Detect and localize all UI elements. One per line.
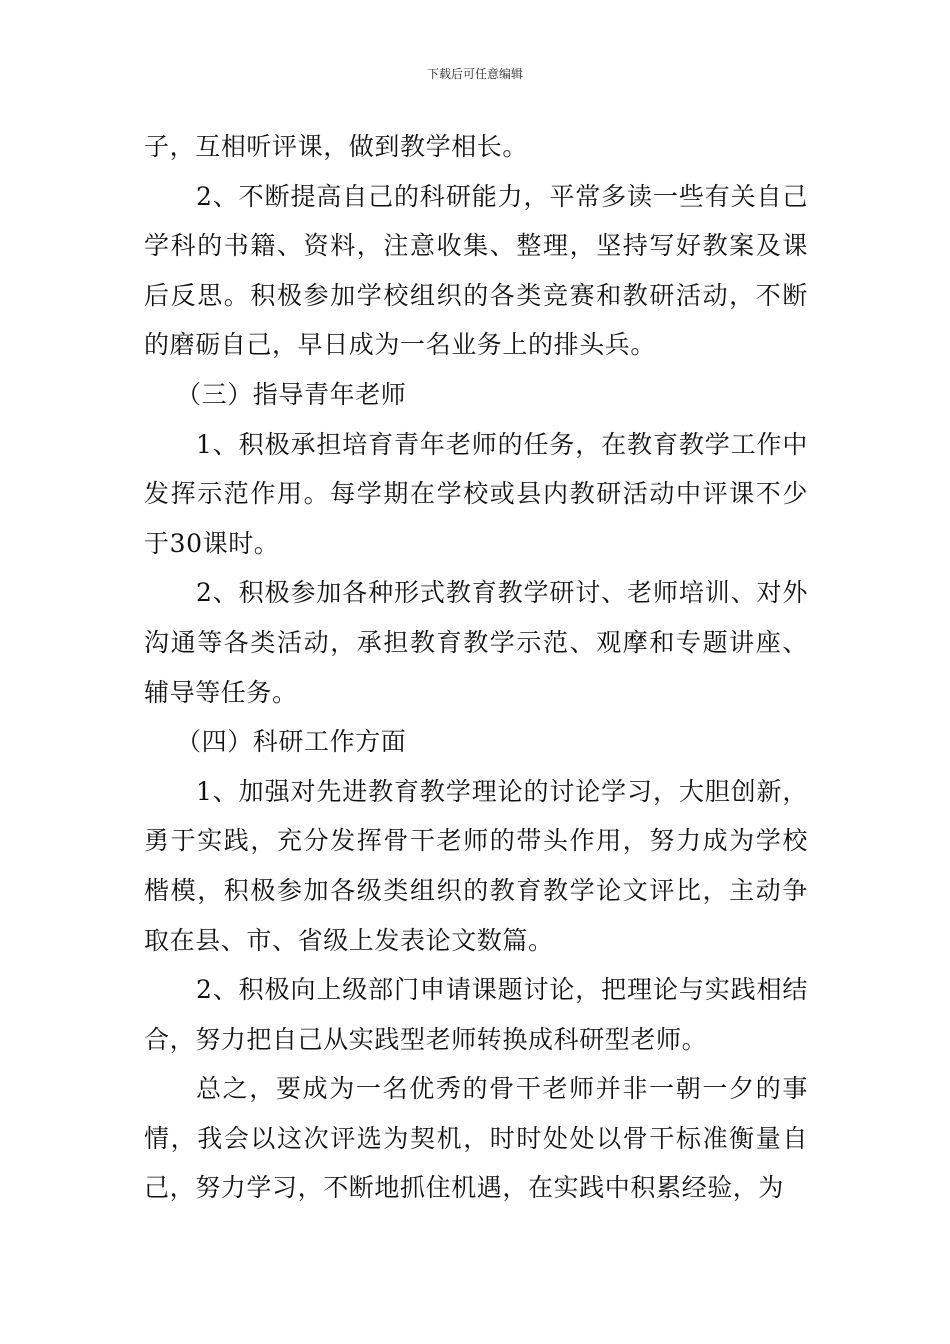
page-header: 下载后可任意编辑 bbox=[426, 67, 523, 81]
paragraph-continuation: 子，互相听评课，做到教学相长。 bbox=[144, 132, 529, 161]
paragraph-conclusion: 总之，要成为一名优秀的骨干老师并非一朝一夕的事情，我会以这次评选为契机，时时处处以骨干标准衡量自己，努力学习，不断地抓住机遇，在实践中积累经验，为 bbox=[144, 1074, 808, 1203]
section-heading-guide-young-teachers: （三）指导青年老师 bbox=[176, 379, 407, 409]
paragraph-research-ability: 2、不断提高自己的科研能力，平常多读一些有关自己学科的书籍、资料，注意收集、整理，坚持写好教案及课后反思。积极参加学校组织的各类竞赛和教研活动，不断的磨砺自己，早日成为一名业务上的排头兵。 bbox=[144, 181, 808, 360]
paragraph-research-topics: 2、积极向上级部门申请课题讨论，把理论与实践相结合，努力把自己从实践型老师转换成科研型老师。 bbox=[144, 975, 808, 1054]
document-body bbox=[144, 122, 808, 1213]
section-heading-research-work: （四）科研工作方面 bbox=[176, 727, 407, 757]
paragraph-theory-study: 1、加强对先进教育教学理论的讨论学习，大胆创新，勇于实践，充分发挥骨干老师的带头作用，努力成为学校楷模，积极参加各级类组织的教育教学论文评比，主动争取在县、市、省级上发表论文数篇。 bbox=[144, 776, 808, 955]
paragraph-mentoring-task: 1、积极承担培育青年老师的任务，在教育教学工作中发挥示范作用。每学期在学校或县内教研活动中评课不少于30课时。 bbox=[144, 429, 808, 558]
paragraph-activities: 2、积极参加各种形式教育教学研讨、老师培训、对外沟通等各类活动，承担教育教学示范、观摩和专题讲座、辅导等任务。 bbox=[144, 578, 808, 707]
